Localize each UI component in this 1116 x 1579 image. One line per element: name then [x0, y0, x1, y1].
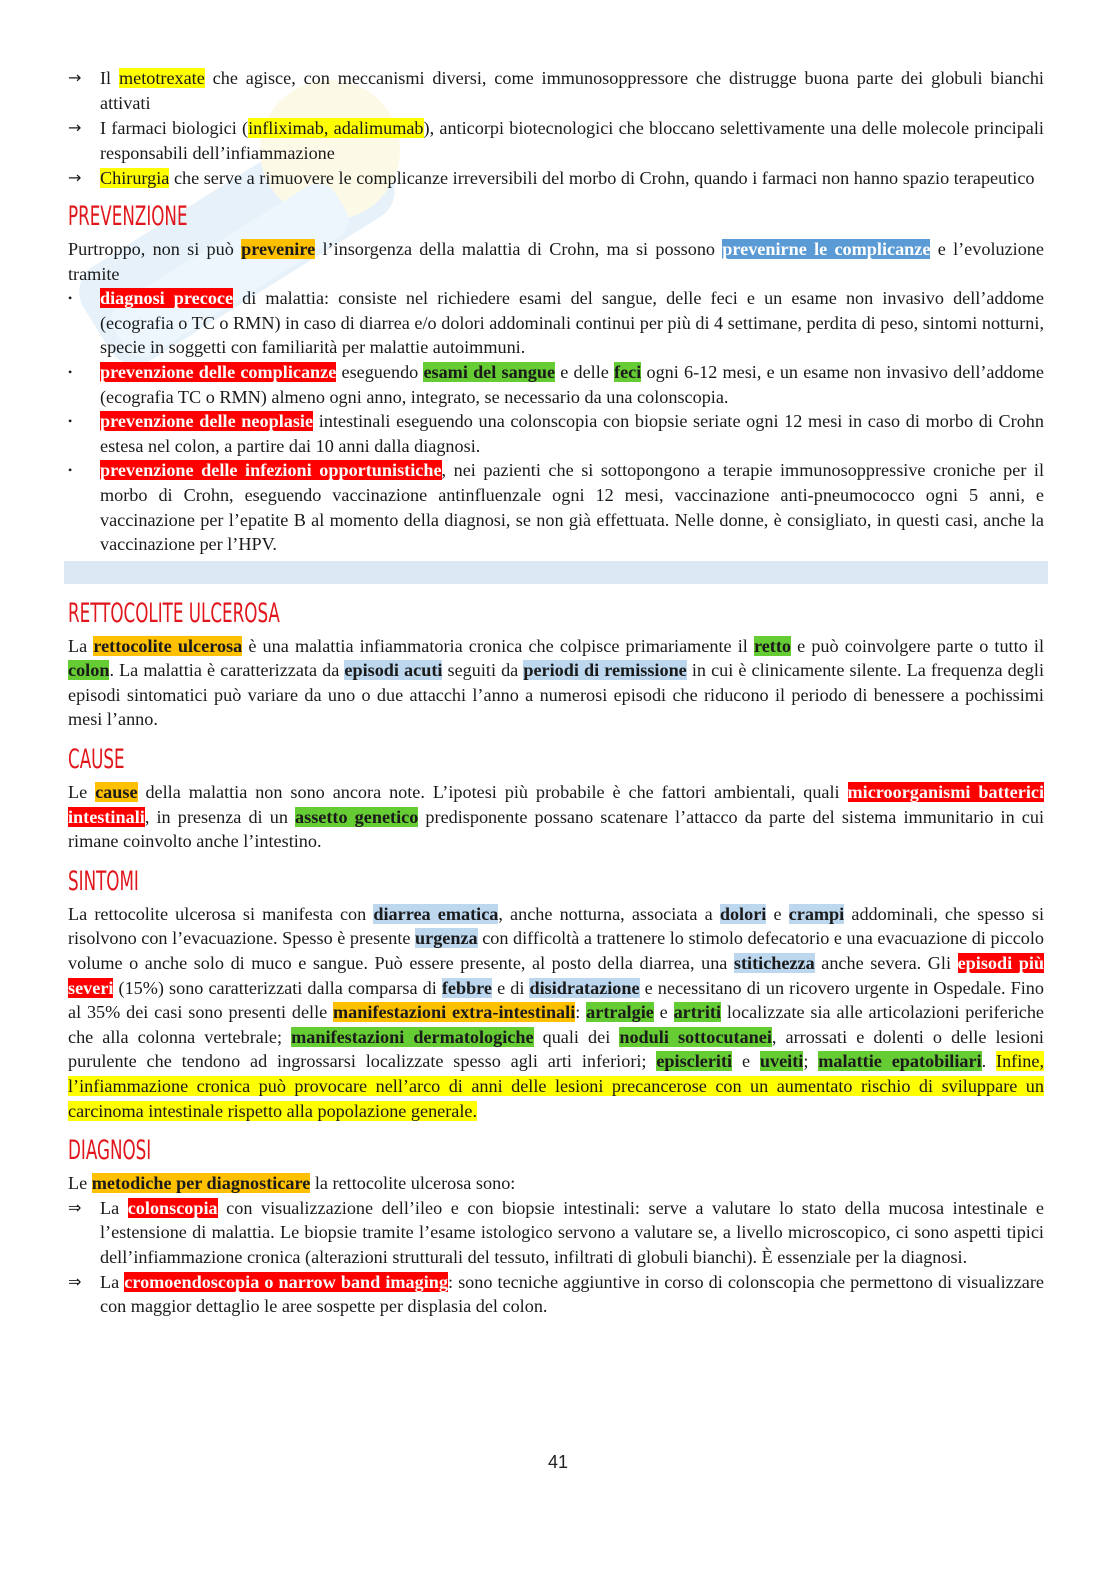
section-title-prevenzione: PREVENZIONE	[68, 200, 188, 232]
document-page	[68, 66, 1044, 1319]
arrow-icon: →	[68, 68, 82, 87]
list-item: • prevenzione delle neoplasie intestinali eseguendo una colonscopia con biopsie seriate ogni 12 mesi in caso di morbo di Crohn estesa nel colon, a partire dai 10 anni dalla diagnosi.	[68, 411, 1044, 456]
sintomi-paragraph: La rettocolite ulcerosa si manifesta con diarrea ematica, anche notturna, associata a dolori e crampi addominali, che spesso si risolvono con l’evacuazione. Spesso è presente urgenza con difficoltà a trattenere lo stimolo defecatorio e una evacuazione di piccolo volume o anche solo di muco e sangue. Può essere presente, al posto della diarrea, una stitichezza anche severa. Gli episodi più severi (15%) sono caratterizzati dalla comparsa di febbre e di disidratazione e necessitano di un ricovero urgente in Ospedale. Fino al 35% dei casi sono presenti delle manifestazioni extra-intestinali: artralgie e artriti localizzate sia alle articolazioni periferiche che alla colonna vertebrale; manifestazioni dermatologiche quali dei noduli sottocutanei, arrossati e dolenti o delle lesioni purulente che tendono ad ingrossarsi localizzate spesso agli arti inferiori; episcleriti e uveiti; malattie epatobiliari. Infine, l’infiammazione cronica può provocare nell’arco di anni delle lesioni precancerose con un aumentato rischio di sviluppare un carcinoma intestinale rispetto alla popolazione generale.	[68, 903, 1045, 1121]
cause-paragraph: Le cause della malattia non sono ancora note. L’ipotesi più probabile è che fattori ambientali, quali microorganismi batterici intestinali, in presenza di un assetto genetico predisponente possano scatenare l’attacco da parte del sistema immunitario in cui rimane coinvolto anche l’intestino.	[68, 782, 1045, 852]
list-item: • prevenzione delle infezioni opportunistiche, nei pazienti che si sottopongono a terapie immunosoppressive croniche per il morbo di Crohn, eseguendo vaccinazione antinfluenzale ogni 12 mesi, vaccinazione anti-pneumococco ogni 5 anni, e vaccinazione per l’epatite B al momento della diagnosi, se non già effettuata. Nelle donne, è consigliato, in questi casi, anche la vaccinazione per l’HPV.	[68, 460, 1045, 555]
prevenzione-intro: Purtroppo, non si può prevenire l’insorgenza della malattia di Crohn, ma si possono prevenirne le complicanze e l’evoluzione tramite	[68, 238, 1044, 284]
section-title-diagnosi: DIAGNOSI	[68, 1135, 152, 1167]
bullet-icon: •	[68, 463, 73, 478]
arrow-icon: →	[68, 118, 82, 138]
list-item: • diagnosi precoce di malattia: consiste nel richiedere esami del sangue, delle feci e un esame non invasivo dell’addome (ecografia o TC o RMN) in caso di diarrea e/o dolori addominali continui per più di 4 settimane, perdita di peso, sintomi notturni, specie in soggetti con familiarità per malattie autoimmuni.	[68, 288, 1044, 358]
bullet-icon: •	[68, 364, 73, 379]
list-item: • prevenzione delle complicanze eseguendo esami del sangue e delle feci ogni 6-12 mesi, e un esame non invasivo dell’addome (ecografia TC o RMN) almeno ogni anno, integrato, se necessario da una colonscopia.	[68, 361, 1045, 407]
rettocolite-paragraph: La rettocolite ulcerosa è una malattia infiammatoria cronica che colpisce primariamente il retto e può coinvolgere parte o tutto il colon. La malattia è caratterizzata da episodi acuti seguiti da periodi di remissione in cui è clinicamente silente. La frequenza degli episodi sintomatici può variare da uno o due attacchi l’anno a numerosi episodi che riducono il periodo di benessere a pochissimi mesi l’anno.	[68, 635, 1044, 730]
bullet-icon: •	[68, 291, 73, 306]
diagnosi-intro: Le metodiche per diagnosticare la rettocolite ulcerosa sono:	[68, 1173, 516, 1194]
section-divider	[64, 561, 1048, 584]
list-item: ⇒ La cromoendoscopia o narrow band imaging: sono tecniche aggiuntive in corso di colonscopia che permettono di visualizzare con maggior dettaglio le aree sospette per displasia del colon.	[68, 1271, 1045, 1317]
double-arrow-icon: ⇒	[68, 1197, 82, 1217]
section-title-rettocolite: RETTOCOLITE ULCEROSA	[68, 597, 280, 629]
bullet-icon: •	[68, 414, 73, 429]
list-item: → I farmaci biologici (infliximab, adalimumab), anticorpi biotecnologici che bloccano selettivamente una delle molecole principali responsabili dell’infiammazione	[68, 118, 1044, 163]
section-title-sintomi: SINTOMI	[68, 865, 139, 897]
section-title-cause: CAUSE	[68, 744, 125, 776]
list-item: ⇒ La colonscopia con visualizzazione dell’ileo e con biopsie intestinali: serve a valutare lo stato della mucosa intestinale e l’estensione di malattia. Le biopsie tramite l’esame istologico servono a valutare se, a livello microscopico, ci sono aspetti tipici dell’infiammazione cronica (alterazioni strutturali del tessuto, infiltrati di globuli bianchi). È essenziale per la diagnosi.	[68, 1197, 1044, 1267]
arrow-icon: →	[68, 168, 82, 188]
list-item: → Il metotrexate che agisce, con meccanismi diversi, come immunosoppressore che distrugge buona parte dei globuli bianchi attivati	[68, 68, 1044, 113]
treatment-list	[68, 66, 1044, 191]
double-arrow-icon: ⇒	[68, 1271, 82, 1291]
page-number: 41	[547, 1452, 569, 1472]
list-item: → Chirurgia che serve a rimuovere le complicanze irreversibili del morbo di Crohn, quando i farmaci non hanno spazio terapeutico	[68, 166, 1044, 191]
